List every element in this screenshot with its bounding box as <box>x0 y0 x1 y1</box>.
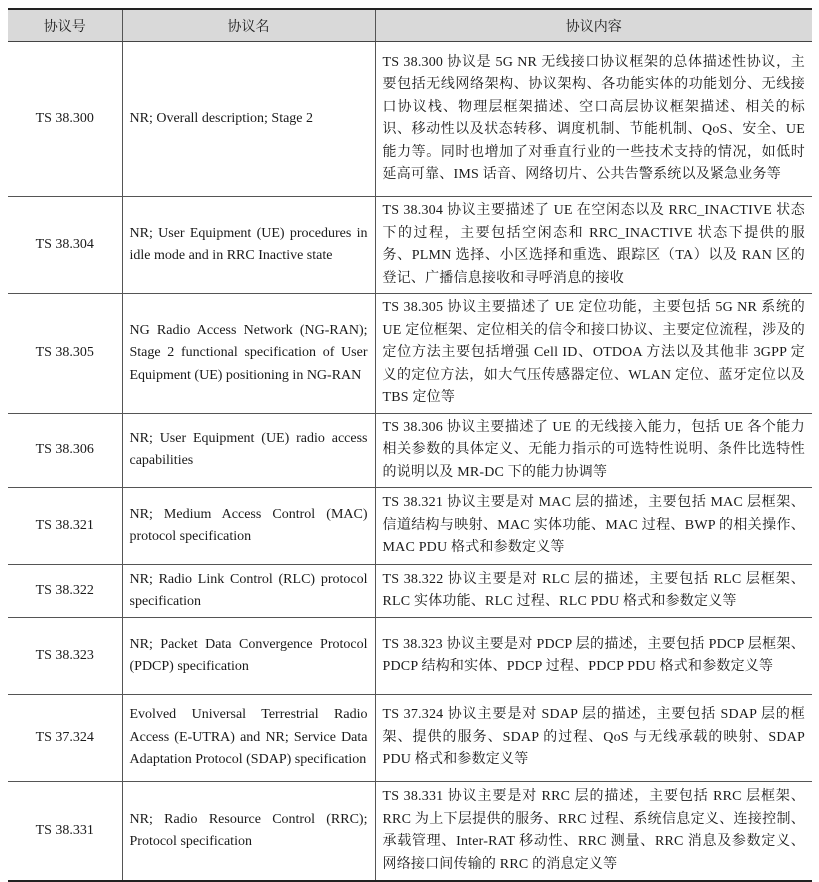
table-row <box>8 618 812 695</box>
table-row <box>8 695 812 782</box>
protocol-name: NR; User Equipment (UE) radio access capabilities <box>122 413 375 488</box>
protocol-content: TS 38.304 协议主要描述了 UE 在空闲态以及 RRC_INACTIVE 状态下的过程，主要包括空闲态和 RRC_INACTIVE 状态下提供的服务、PLMN 选择、小区选择和重选、跟踪区（TA）以及 RAN 区的登记、广播信息接收和寻呼消息的接收 <box>375 197 812 294</box>
protocol-name: Evolved Universal Terrestrial Radio Access (E-UTRA) and NR; Service Data Adaptation Protocol (SDAP) specification <box>122 695 375 782</box>
protocol-content: TS 37.324 协议主要是对 SDAP 层的描述，主要包括 SDAP 层的框架、提供的服务、SDAP 的过程、QoS 与无线承载的映射、SDAP PDU 格式和参数定义等 <box>375 695 812 782</box>
protocol-content: TS 38.322 协议主要是对 RLC 层的描述，主要包括 RLC 层框架、RLC 实体功能、RLC 过程、RLC PDU 格式和参数定义等 <box>375 565 812 618</box>
table-row <box>8 413 812 488</box>
protocol-table <box>8 8 812 882</box>
protocol-name: NR; Radio Resource Control (RRC); Protocol specification <box>122 782 375 882</box>
protocol-name: NG Radio Access Network (NG-RAN); Stage 2 functional specification of User Equipment (UE) positioning in NG-RAN <box>122 294 375 414</box>
protocol-name: NR; Medium Access Control (MAC) protocol specification <box>122 488 375 565</box>
protocol-number: TS 38.300 <box>8 42 122 197</box>
header-protocol-name: 协议名 <box>122 9 375 42</box>
table-row <box>8 294 812 414</box>
protocol-content: TS 38.331 协议主要是对 RRC 层的描述，主要包括 RRC 层框架、RRC 为上下层提供的服务、RRC 过程、系统信息定义、连接控制、承载管理、Inter-RAT 移动性、RRC 测量、RRC 消息及参数定义、网络接口间传输的 RRC 的消息定义等 <box>375 782 812 882</box>
header-protocol-content: 协议内容 <box>375 9 812 42</box>
protocol-number: TS 38.305 <box>8 294 122 414</box>
protocol-name: NR; Packet Data Convergence Protocol (PDCP) specification <box>122 618 375 695</box>
protocol-number: TS 38.321 <box>8 488 122 565</box>
protocol-number: TS 37.324 <box>8 695 122 782</box>
table-row <box>8 197 812 294</box>
table-row <box>8 782 812 882</box>
protocol-content: TS 38.305 协议主要描述了 UE 定位功能，主要包括 5G NR 系统的 UE 定位框架、定位相关的信令和接口协议、主要定位流程，涉及的定位方法主要包括增强 Cell ID、OTDOA 方法以及其他非 3GPP 定义的定位方法，如大气压传感器定位、WLAN 定位、蓝牙定位以及 TBS 定位等 <box>375 294 812 414</box>
header-protocol-number: 协议号 <box>8 9 122 42</box>
table-row <box>8 42 812 197</box>
protocol-name: NR; User Equipment (UE) procedures in idle mode and in RRC Inactive state <box>122 197 375 294</box>
protocol-number: TS 38.304 <box>8 197 122 294</box>
protocol-content: TS 38.321 协议主要是对 MAC 层的描述，主要包括 MAC 层框架、信道结构与映射、MAC 实体功能、MAC 过程、BWP 的相关操作、MAC PDU 格式和参数定义等 <box>375 488 812 565</box>
table-row <box>8 565 812 618</box>
table-header-row <box>8 9 812 42</box>
protocol-number: TS 38.322 <box>8 565 122 618</box>
protocol-number: TS 38.331 <box>8 782 122 882</box>
protocol-name: NR; Overall description; Stage 2 <box>122 42 375 197</box>
protocol-content: TS 38.306 协议主要描述了 UE 的无线接入能力，包括 UE 各个能力相关参数的具体定义、无能力指示的可选特性说明、条件比选特性的说明以及 MR-DC 下的能力协调等 <box>375 413 812 488</box>
protocol-name: NR; Radio Link Control (RLC) protocol specification <box>122 565 375 618</box>
protocol-content: TS 38.323 协议主要是对 PDCP 层的描述，主要包括 PDCP 层框架、PDCP 结构和实体、PDCP 过程、PDCP PDU 格式和参数定义等 <box>375 618 812 695</box>
table-row <box>8 488 812 565</box>
protocol-number: TS 38.306 <box>8 413 122 488</box>
protocol-content: TS 38.300 协议是 5G NR 无线接口协议框架的总体描述性协议，主要包括无线网络架构、协议架构、各功能实体的功能划分、无线接口协议栈、物理层框架描述、空口高层协议框架描述、相关的标识、移动性以及状态转移、调度机制、节能机制、QoS、安全、UE 能力等。同时也增加了对垂直行业的一些技术支持的情况，如低时延高可靠、IMS 话音、网络切片、公共告警系统以及紧急业务等 <box>375 42 812 197</box>
protocol-number: TS 38.323 <box>8 618 122 695</box>
